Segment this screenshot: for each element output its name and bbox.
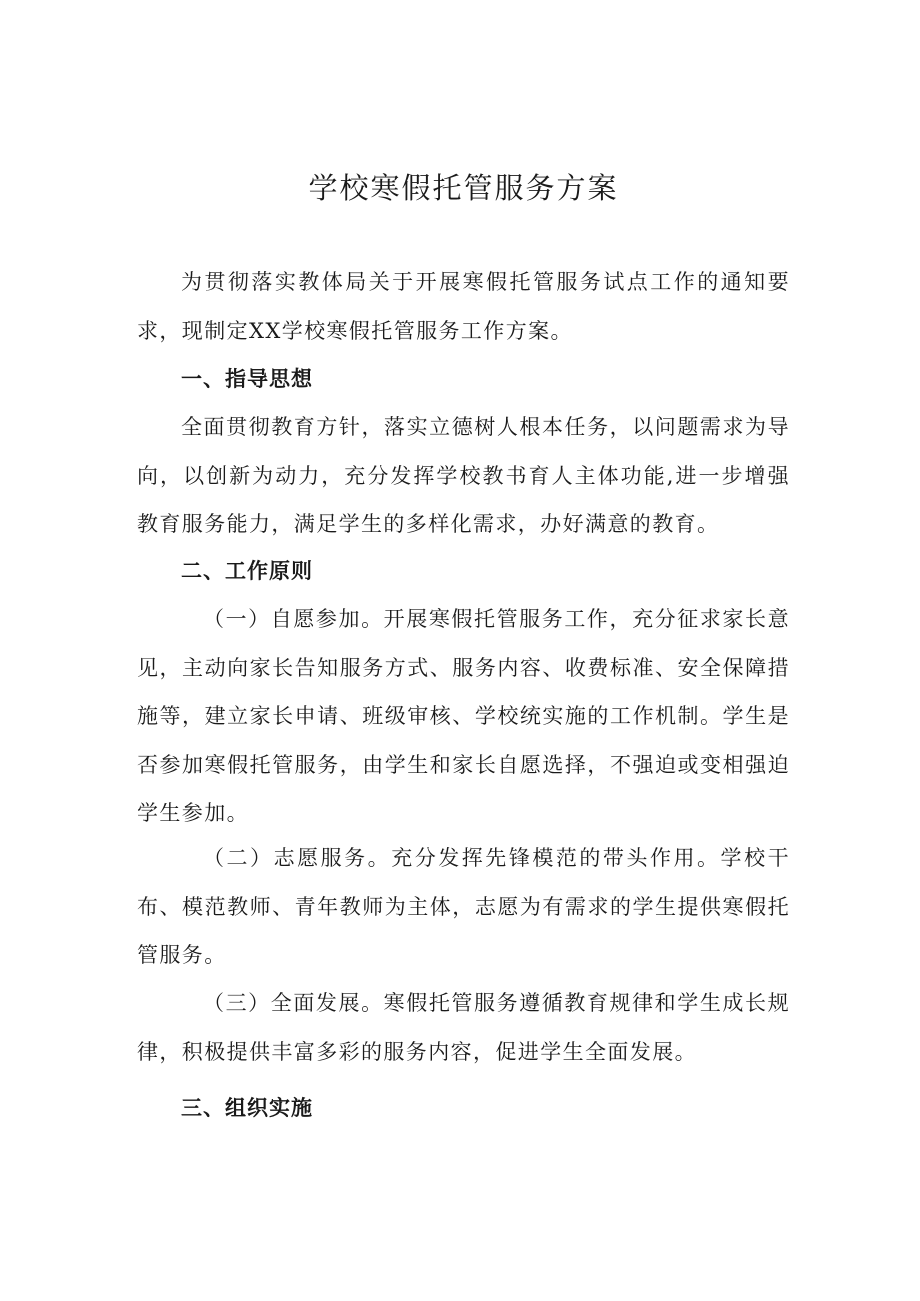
principle-volunteer-service: （二）志愿服务。充分发挥先锋模范的带头作用。学校干布、模范教师、青年教师为主体，志愿为有需求的学生提供寒假托管服务。: [137, 846, 790, 967]
principle-voluntary-participation: （一）自愿参加。开展寒假托管服务工作，充分征求家长意见，主动向家长告知服务方式、服务内容、收费标准、安全保障措施等，建立家长申请、班级审核、学校统实施的工作机制。学生是否参加寒假托管服务，由学生和家长自愿选择，不强迫或变相强迫学生参加。: [137, 607, 790, 825]
section-heading-guiding-ideology: 一、指导思想: [181, 367, 313, 391]
guiding-ideology-paragraph: 全面贯彻教育方针，落实立德树人根本任务，以问题需求为导向，以创新为动力，充分发挥学校教书育人主体功能,进一步增强教育服务能力，满足学生的多样化需求，办好满意的教育。: [137, 415, 790, 536]
intro-paragraph: 为贯彻落实教体局关于开展寒假托管服务试点工作的通知要求，现制定XX学校寒假托管服务工作方案。: [137, 270, 790, 343]
section-heading-work-principles: 二、工作原则: [181, 559, 313, 583]
principle-all-round-development: （三）全面发展。寒假托管服务遵循教育规律和学生成长规律，积极提供丰富多彩的服务内容，促进学生全面发展。: [137, 991, 790, 1064]
section-heading-organization: 三、组织实施: [181, 1096, 313, 1120]
document-title: 学校寒假托管服务方案: [308, 171, 619, 205]
